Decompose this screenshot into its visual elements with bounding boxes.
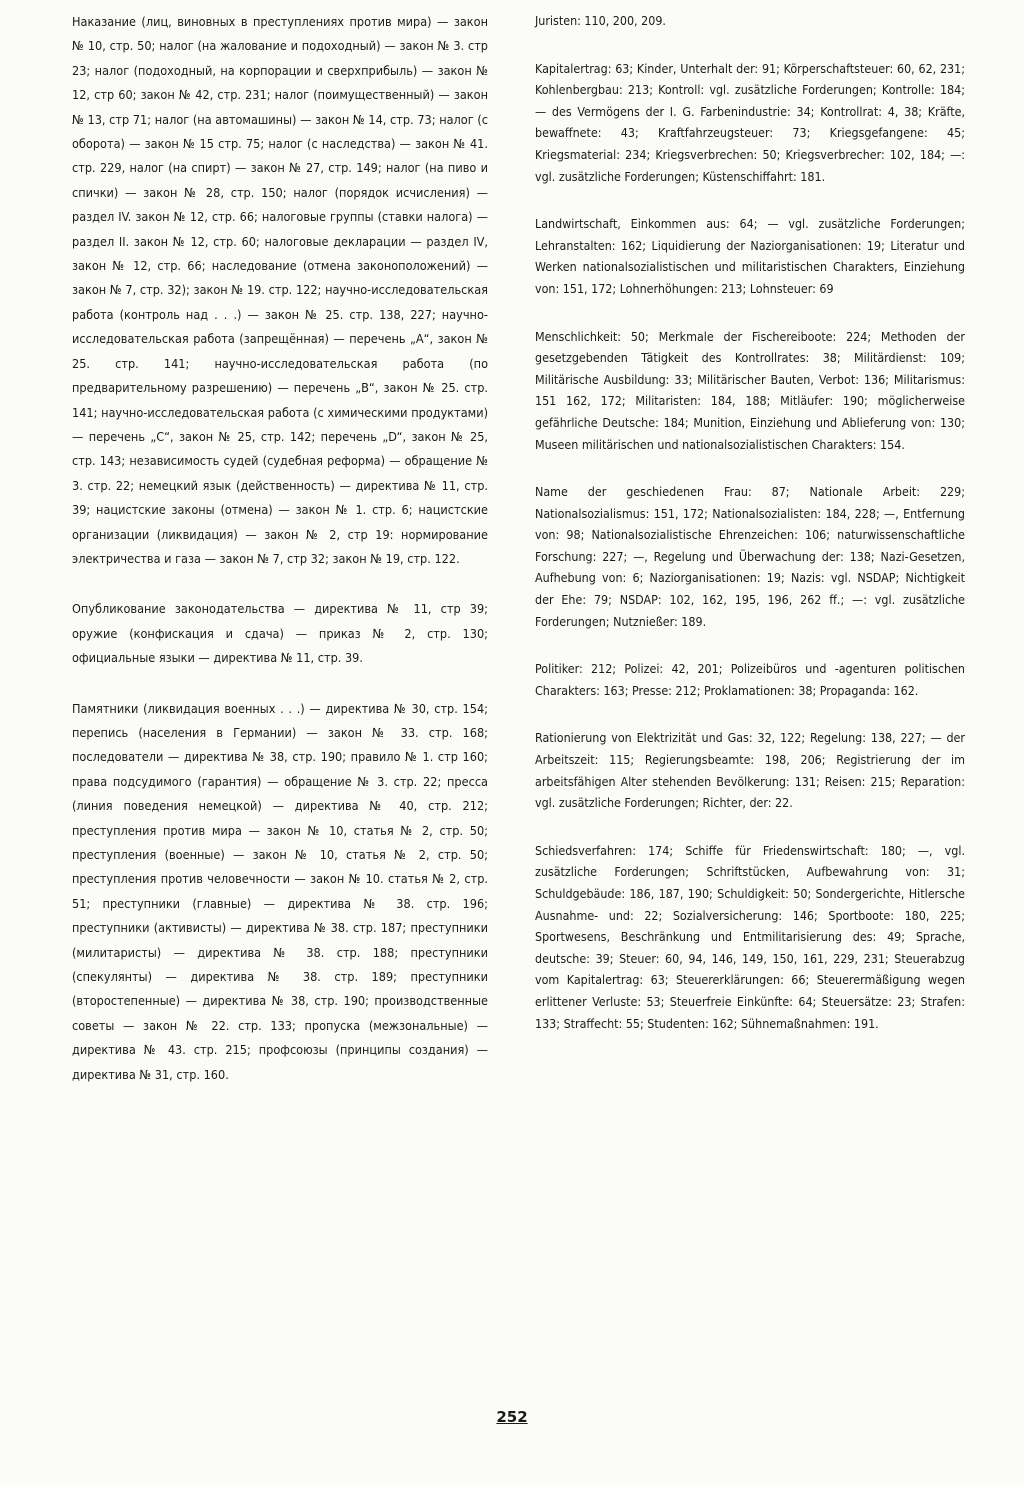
right-column xyxy=(535,10,965,1034)
index-paragraph-k: Kapitalertrag: 63; Kinder, Unterhalt der: 91; Körperschaftsteuer: 60, 62, 231; Kohlenbergbau: 213; Kontroll: vgl. zusätzliche Forderungen; Kontrolle: 184; — des Vermögens der I. G. Farbenindustrie: 34; Kontrollrat: 4, 38; Kräfte, bewaffnete: 43; Kraftfahrzeugsteuer: 73; Kriegsgefangene: 45; Kriegsmaterial: 234; Kriegsverbrechen: 50; Kriegsverbrecher: 102, 184; —: vgl. zusätzliche Forderungen; Küstenschiffahrt: 181. xyxy=(535,60,965,184)
index-paragraph-l: Landwirtschaft, Einkommen aus: 64; — vgl. zusätzliche Forderungen; Lehranstalten: 162; Liquidierung der Naziorganisationen: 19; Literatur und Werken nationalsozialistischen und militaristischen Charakters, Einziehung von: 151, 172; Lohnerhöhungen: 213; Lohnsteuer: 69 xyxy=(535,216,965,296)
index-paragraph-r: Rationierung von Elektrizität und Gas: 32, 122; Regelung: 138, 227; — der Arbeitszeit: 115; Regierungsbeamte: 198, 206; Registrierung der im arbeitsfähigen Alter stehenden Bevölkerung: 131; Reisen: 215; Reparation: vgl. zusätzliche Forderungen; Richter, der: 22. xyxy=(535,730,965,811)
index-paragraph-o: Опубликование законодательства — директива № 11, стр 39; оружие (конфискация и сдача) — приказ № 2, стр. 130; официальные языки — директива № 11, стр. 39. xyxy=(72,601,488,666)
index-paragraph-s: Schiedsverfahren: 174; Schiffe für Friedenswirtschaft: 180; —, vgl. zusätzliche Forderungen; Schriftstücken, Aufbewahrung von: 31; Schuldgebäude: 186, 187, 190; Schuldigkeit: 50; Sondergerichte, Hitlersche Ausnahme- und: 22; Sozialversicherung: 146; Sportboote: 180, 225; Sportwesens, Beschränkung und Entmilitarisierung des: 49; Sprache, deutsche: 39; Steuer: 60, 94, 146, 149, 150, 161, 229, 231; Steuerabzug vom Kapitalertrag: 63; Steuererklärungen: 66; Steuerermäßigung wegen erlittener Verluste: 53; Steuerfreie Einkünfte: 64; Steuersätze: 23; Strafen: 133; Straffecht: 55; Studenten: 162; Sühnemaßnahmen: 191. xyxy=(535,842,965,1031)
page-number: 252 xyxy=(496,1408,528,1426)
index-paragraph-n: Наказание (лиц, виновных в преступлениях против мира) — закон № 10, стр. 50; налог (на жалование и подоходный) — закон № 3. стр 23; налог (подоходный, на корпорации и сверхприбыль) — закон № 12, стр 60; закон № 42, стр. 231; налог (поимущественный) — закон № 13, стр 71; налог (на автомашины) — закон № 14, стр. 73; налог (с оборота) — закон № 15 стр. 75; налог (с наследства) — закон № 41. стр. 229, налог (на спирт) — закон № 27, стр. 149; налог (на пиво и спички) — закон № 28, стр. 150; налог (порядок исчисления) — раздел IV. закон № 12, стр. 66; налоговые группы (ставки налога) — раздел II. закон № 12, стр. 60; налоговые декларации — раздел IV, закон № 12, стр. 66; наследование (отмена законоположений) — закон № 7, стр. 32); закон № 19. стр. 122; научно-исследовательская работа (контроль над . . .) — закон № 25. стр. 138, 227; научно-исследовательская работа (запрещённая) — перечень „А“, закон № 25. стр. 141; научно-исследовательская работа (по предварительному разрешению) — перечень „В“, закон № 25. стр. 141; научно-исследовательская работа (с химическими продуктами) — перечень „С“, закон № 25, стр. 142; перечень „D“, закон № 25, стр. 143; независимость судей (судебная реформа) — обращение № 3. стр. 22; немецкий язык (действенность) — директива № 11, стр. 39; нацистские законы (отмена) — закон № 1. стр. 6; нацистские организации (ликвидация) — закон № 2, стр 19: нормирование электричества и газа — закон № 7, стр 32; закон № 19, стр. 122. xyxy=(72,14,488,566)
index-paragraph-p-de: Politiker: 212; Polizei: 42, 201; Polizeibüros und -agenturen politischen Charakters: 163; Presse: 212; Proklamationen: 38; Propaganda: 162. xyxy=(535,661,965,698)
index-paragraph-m: Menschlichkeit: 50; Merkmale der Fischereiboote: 224; Methoden der gesetzgebenden Tätigkeit des Kontrollrates: 38; Militärdienst: 109; Militärische Ausbildung: 33; Militärischer Bauten, Verbot: 136; Militarismus: 151 162, 172; Militaristen: 184, 188; Mitläufer: 190; möglicherweise gefährliche Deutsche: 184; Munition, Einziehung und Ablieferung von: 130; Museen militärischen und nationalsozialistischen Charakters: 154. xyxy=(535,328,965,452)
left-column xyxy=(72,10,488,1087)
index-paragraph-p: Памятники (ликвидация военных . . .) — директива № 30, стр. 154; перепись (населения в Германии) — закон № 33. стр. 168; последователи — директива № 38, стр. 190; правило № 1. стр 160; права подсудимого (гарантия) — обращение № 3. стр. 22; пресса (линия поведения немецкой) — директива № 40, стр. 212; преступления против мира — закон № 10, статья № 2, стр. 50; преступления (военные) — закон № 10, статья № 2, стр. 50; преступления против человечности — закон № 10. статья № 2, стр. 51; преступники (главные) — директива № 38. стр. 196; преступники (активисты) — директива № 38. стр. 187; преступники (милитаристы) — директива № 38. стр. 188; преступники (спекулянты) — директива № 38. стр. 189; преступники (второстепенные) — директива № 38, стр. 190; производственные советы — закон № 22. стр. 133; пропуска (межзональные) — директива № 43. стр. 215; профсоюзы (принципы создания) — директива № 31, стр. 160. xyxy=(72,700,488,1082)
index-paragraph-n-de: Name der geschiedenen Frau: 87; Nationale Arbeit: 229; Nationalsozialismus: 151, 172; Nationalsozialisten: 184, 228; —, Entfernung von: 98; Nationalsozialistische Ehrenzeichen: 106; naturwissenschaftliche Forschung: 227; —, Regelung und Überwachung der: 138; Nazi-Gesetzen, Aufhebung von: 6; Naziorganisationen: 19; Nazis: vgl. NSDAP; Nichtigkeit der Ehe: 79; NSDAP: 102, 162, 195, 196, 262 ff.; —: vgl. zusätzliche Forderungen; Nutznießer: 189. xyxy=(535,484,965,629)
index-paragraph-j: Juristen: 110, 200, 209. xyxy=(535,13,666,28)
